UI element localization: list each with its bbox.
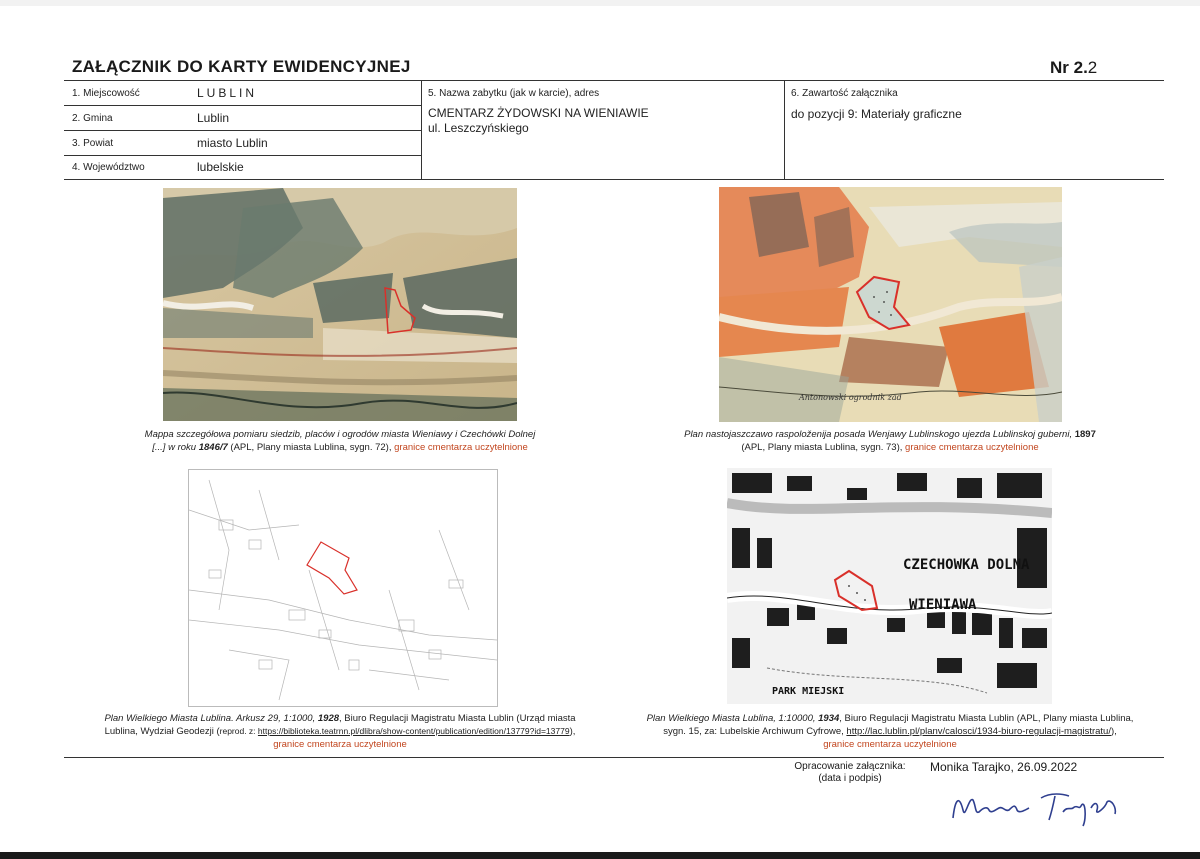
row-line-2	[64, 130, 421, 131]
caption-1934-line1: Plan Wielkiego Miasta Lublina, 1:10000,	[646, 713, 819, 724]
footer-line	[64, 757, 1164, 758]
nazwa-label: 5. Nazwa zabytku (jak w karcie), adres	[428, 88, 600, 99]
map-1928-drawing	[189, 470, 497, 706]
caption-1934-line2: sygn. 15, za: Lubelskie Archiwum Cyfrowe,	[663, 726, 847, 737]
caption-1934-year: 1934	[818, 713, 840, 724]
caption-1928-red: granice cmentarza uczytelnione	[273, 739, 407, 750]
scan-bottom-edge	[0, 852, 1200, 859]
caption-1934-red: granice cmentarza uczytelnione	[823, 739, 957, 750]
opracowanie-label-block	[780, 761, 920, 785]
powiat-label: 3. Powiat	[72, 138, 114, 149]
author-date: Monika Tarajko, 26.09.2022	[930, 760, 1078, 774]
document-title: ZAŁĄCZNIK DO KARTY EWIDENCYJNEJ	[72, 57, 411, 76]
map-1846	[163, 188, 517, 421]
map-1897	[719, 187, 1062, 422]
table-top-line	[64, 80, 1164, 81]
caption-1846-line1: Mappa szczegółowa pomiaru siedzib, placów i ogrodów miasta Wieniawy i Czechówki Dolnej	[144, 429, 536, 440]
attachment-number-sub: 2	[1087, 58, 1098, 77]
map-1928	[188, 469, 498, 707]
caption-1846-red: granice cmentarza uczytelnione	[394, 442, 528, 453]
map-1934	[727, 468, 1052, 704]
miejscowosc-label: 1. Miejscowość	[72, 88, 140, 99]
attachment-number	[1050, 58, 1097, 78]
caption-1928-reprod: reprod. z:	[219, 726, 258, 736]
powiat-value: miasto Lublin	[197, 136, 268, 150]
caption-1897	[650, 428, 1130, 454]
opracowanie-sub: (data i podpis)	[818, 773, 882, 784]
gmina-label: 2. Gmina	[72, 113, 113, 124]
scan-top-edge	[0, 0, 1200, 6]
adres-value: ul. Leszczyńskiego	[428, 121, 529, 135]
caption-1846-source: (APL, Plany miasta Lublina, sygn. 72),	[227, 442, 395, 453]
caption-1928-line2: Lublina, Wydział Geodezji (	[104, 726, 220, 737]
map-1897-drawing	[719, 187, 1062, 422]
caption-1934	[620, 712, 1160, 751]
caption-1928-source: , Biuro Regulacji Magistratu Miasta Lublin (Urząd miasta	[339, 713, 576, 724]
map-1934-drawing	[727, 468, 1052, 704]
row-line-3	[64, 155, 421, 156]
row-line-1	[64, 105, 421, 106]
caption-1928	[70, 712, 610, 751]
col-line-2	[784, 80, 785, 180]
map-1897-inscription: Antonowski ogrodnik zad	[799, 393, 902, 402]
caption-1897-year: 1897	[1074, 429, 1096, 440]
caption-1934-link[interactable]: http://lac.lublin.pl/planv/calosci/1934-biuro-regulacji-magistratu/	[846, 726, 1111, 737]
col-line-1	[421, 80, 422, 180]
nazwa-value: CMENTARZ ŻYDOWSKI NA WIENIAWIE	[428, 106, 649, 120]
caption-1897-line1: Plan nastojaszczawo raspoloženija posada Wenjawy Lublinskogo ujezda Lublinskoj guberni,	[684, 429, 1075, 440]
zawartosc-label: 6. Zawartość załącznika	[791, 88, 898, 99]
signature	[945, 780, 1145, 830]
map-1934-label-wieniawa: WIENIAWA	[909, 597, 977, 613]
caption-1846-year: 1846/7	[198, 442, 228, 453]
caption-1928-line1: Plan Wielkiego Miasta Lublina. Arkusz 29, 1:1000,	[104, 713, 318, 724]
map-1846-drawing	[163, 188, 517, 421]
caption-1846-line2a: [...] w roku	[152, 442, 199, 453]
attachment-number-main: Nr 2.	[1050, 58, 1088, 77]
map-1934-label-czechowka: CZECHOWKA DOLNA	[903, 557, 1030, 573]
miejscowosc-value: LUBLIN	[197, 86, 258, 100]
caption-1928-link[interactable]: https://biblioteka.teatrnn.pl/dlibra/show-content/publication/edition/13779?id=13779	[257, 726, 570, 736]
caption-1928-end: ),	[569, 726, 576, 737]
caption-1897-red: granice cmentarza uczytelnione	[905, 442, 1039, 453]
map-1934-label-park: PARK MIEJSKI	[772, 686, 845, 697]
caption-1934-source: , Biuro Regulacji Magistratu Miasta Lublin (APL, Plany miasta Lublina,	[839, 713, 1134, 724]
wojewodztwo-label: 4. Województwo	[72, 162, 145, 173]
table-bottom-line	[64, 179, 1164, 180]
caption-1846	[100, 428, 580, 454]
caption-1897-source: (APL, Plany miasta Lublina, sygn. 73),	[741, 442, 906, 453]
wojewodztwo-value: lubelskie	[197, 160, 244, 174]
caption-1934-end: ),	[1110, 726, 1117, 737]
caption-1928-year: 1928	[317, 713, 340, 724]
opracowanie-label: Opracowanie załącznika:	[794, 761, 906, 772]
gmina-value: Lublin	[197, 111, 230, 125]
zawartosc-value: do pozycji 9: Materiały graficzne	[791, 107, 962, 121]
